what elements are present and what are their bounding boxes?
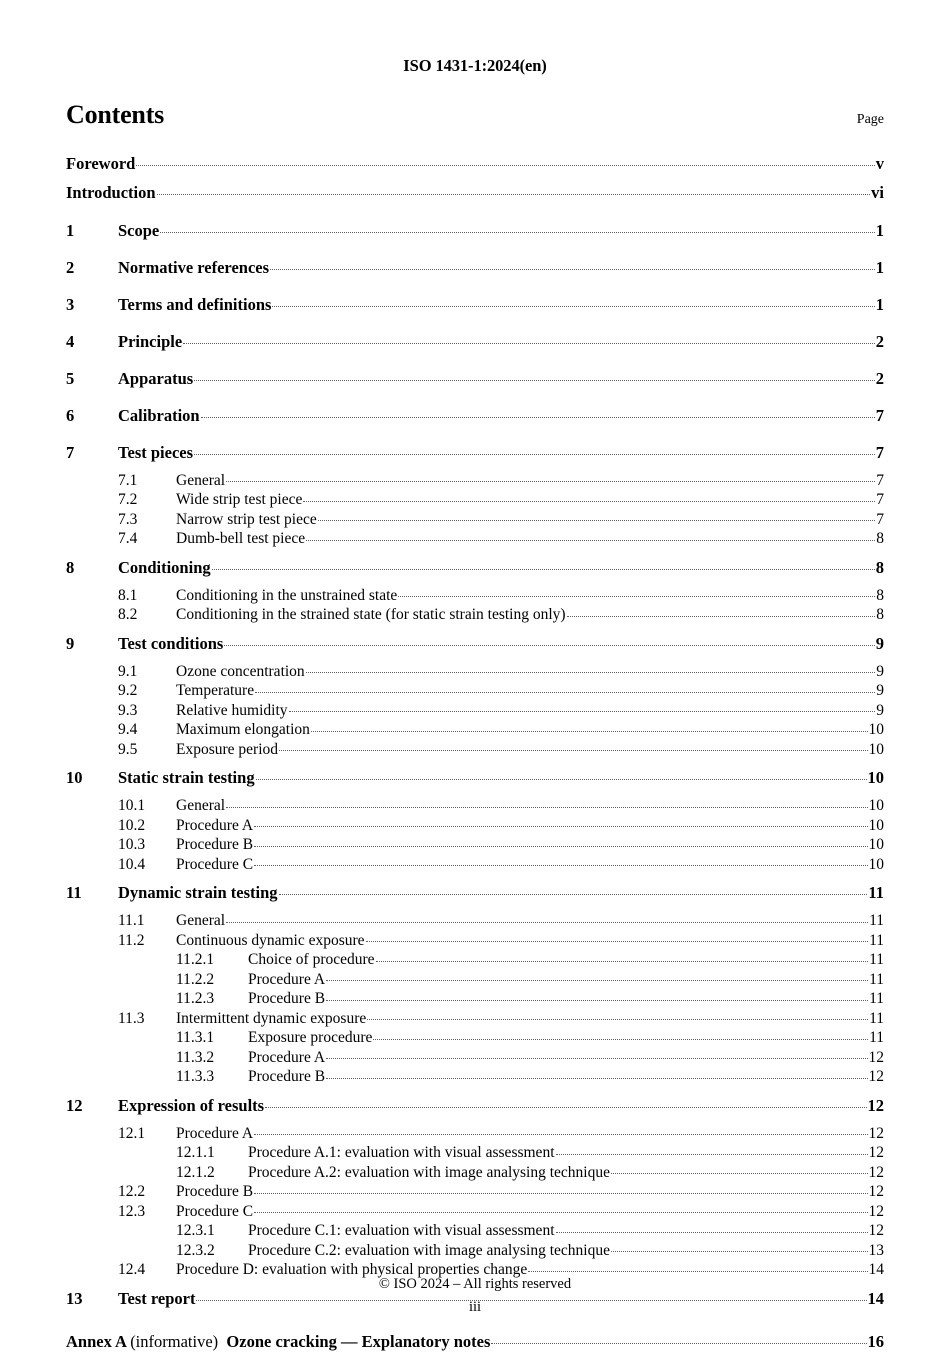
toc-entry[interactable]: [66, 489, 884, 509]
toc-dot-leader: [160, 219, 875, 236]
toc-entry[interactable]: [66, 1027, 884, 1047]
toc-dot-leader: [224, 632, 874, 649]
toc-entry-label: Procedure A: [248, 1048, 326, 1066]
toc-entry-page: 12: [868, 1048, 884, 1066]
toc-entry-label: Procedure A: [176, 1124, 254, 1142]
toc-entry-label: Procedure A.1: evaluation with visual assessment: [248, 1144, 555, 1161]
toc-entry-label: Intermittent dynamic exposure: [176, 1009, 367, 1027]
toc-dot-leader: [318, 508, 876, 524]
toc-entry-number: 11.2.3: [176, 990, 215, 1007]
toc-dot-leader: [136, 152, 874, 169]
toc-dot-leader: [289, 699, 876, 715]
toc-entry-page: 9: [875, 633, 884, 653]
toc-entry-number: 11.3.2: [176, 1048, 215, 1066]
toc-entry-number: 10.2: [118, 816, 146, 834]
toc-entry-label: Temperature: [176, 682, 255, 699]
toc-dot-leader: [194, 367, 875, 384]
toc-entry-page: 12: [868, 1124, 884, 1142]
toc-entry-number: 8.2: [118, 606, 138, 623]
toc-dot-leader: [303, 489, 875, 505]
toc-entry-number: 9.3: [118, 701, 138, 719]
toc-entry-page: 2: [875, 368, 884, 388]
toc-entry-label: General: [176, 471, 226, 489]
toc-entry-number: 9.5: [118, 740, 138, 758]
toc-entry-label: Procedure B: [248, 990, 326, 1007]
toc-annex-page: 16: [867, 1331, 884, 1351]
table-of-contents: [66, 152, 884, 1358]
toc-entry-page: 12: [868, 1202, 884, 1220]
toc-entry-label: Test pieces: [118, 442, 194, 462]
toc-entry[interactable]: [66, 584, 884, 604]
toc-entry-page: 8: [876, 606, 884, 623]
toc-entry-label: Expression of results: [118, 1095, 265, 1115]
toc-dot-leader: [201, 404, 875, 421]
toc-entry-number: 12.3: [118, 1202, 146, 1220]
toc-entry[interactable]: [66, 834, 884, 854]
toc-entry-page: 7: [876, 510, 884, 528]
toc-entry-label: Test conditions: [118, 633, 224, 653]
toc-entry-number: 9.2: [118, 682, 138, 699]
toc-entry-page: 13: [868, 1241, 884, 1259]
toc-dot-leader: [491, 1330, 866, 1347]
toc-dot-leader: [367, 1007, 868, 1023]
toc-entry-label: Procedure A: [176, 816, 254, 834]
toc-dot-leader: [254, 814, 867, 830]
toc-entry[interactable]: [66, 256, 884, 284]
toc-entry-label: Scope: [118, 220, 160, 240]
toc-entry-number: 11.2: [118, 931, 145, 949]
toc-entry-page: 11: [869, 912, 884, 929]
toc-entry[interactable]: [66, 1007, 884, 1027]
toc-entry-page: 10: [868, 740, 884, 758]
toc-entry-number: 11.3.1: [176, 1029, 215, 1046]
toc-entry-page: 7: [876, 491, 884, 508]
toc-entry-page: 11: [869, 1029, 884, 1046]
toc-entry-label: Procedure C: [176, 855, 254, 873]
toc-entry[interactable]: [66, 795, 884, 815]
toc-entry-page: 8: [876, 586, 884, 604]
toc-dot-leader: [194, 441, 875, 458]
toc-entry[interactable]: [66, 1181, 884, 1201]
toc-annex-title: Ozone cracking — Explanatory notes: [226, 1331, 491, 1351]
toc-dot-leader: [556, 1220, 868, 1236]
toc-entry[interactable]: [66, 330, 884, 358]
toc-entry-label: Procedure C: [176, 1202, 254, 1220]
toc-entry[interactable]: [66, 219, 884, 247]
toc-entry-page: 10: [868, 836, 884, 853]
toc-entry-number: 11.3: [118, 1009, 145, 1027]
toc-entry-label: Procedure D: evaluation with physical properties change: [176, 1261, 528, 1278]
toc-dot-leader: [279, 882, 868, 899]
toc-entry-page: 12: [868, 1163, 884, 1181]
toc-dot-leader: [611, 1161, 868, 1177]
toc-entry[interactable]: [66, 404, 884, 432]
toc-entry-page: 11: [869, 970, 884, 988]
toc-dot-leader: [254, 834, 867, 850]
footer-page-number: iii: [468, 1299, 482, 1315]
toc-entry-page: 2: [875, 331, 884, 351]
toc-entry-label: Dynamic strain testing: [118, 883, 278, 902]
toc-entry-number: 11.2.2: [176, 970, 215, 988]
toc-entry-page: 10: [867, 768, 884, 787]
toc-entry-label: Introduction: [66, 182, 156, 202]
toc-entry-number: 11.1: [118, 912, 145, 929]
toc-entry-number: 11.3.3: [176, 1068, 215, 1085]
toc-entry-page: 9: [876, 701, 884, 719]
toc-entry[interactable]: [66, 1161, 884, 1181]
toc-dot-leader: [366, 929, 869, 945]
toc-entry-number: 8: [66, 557, 75, 577]
toc-entry-label: Procedure A: [248, 970, 326, 988]
toc-entry[interactable]: [66, 910, 884, 930]
toc-entry-label: Procedure B: [248, 1068, 326, 1085]
toc-entry-page: 14: [868, 1261, 884, 1278]
toc-dot-leader: [326, 1066, 867, 1082]
toc-entry[interactable]: [66, 632, 884, 660]
footer-copyright: © ISO 2024 – All rights reserved: [378, 1276, 572, 1292]
toc-entry-page: 10: [868, 721, 884, 738]
toc-dot-leader: [255, 680, 875, 696]
toc-dot-leader: [311, 719, 868, 735]
toc-entry-page: 14: [867, 1288, 884, 1308]
toc-entry-number: 7.2: [118, 491, 138, 508]
toc-annex-name: Annex A: [66, 1331, 127, 1351]
toc-entry-page: 10: [868, 816, 884, 834]
toc-entry-label: Continuous dynamic exposure: [176, 931, 365, 949]
toc-entry[interactable]: [66, 1046, 884, 1066]
toc-entry[interactable]: [66, 767, 884, 795]
toc-entry-number: 8.1: [118, 586, 138, 604]
toc-entry-number: 6: [66, 405, 75, 425]
toc-entry-page: 12: [868, 1068, 884, 1085]
toc-entry-number: 12.1.1: [176, 1144, 215, 1161]
toc-dot-leader: [306, 660, 876, 676]
toc-entry-number: 10: [66, 768, 83, 787]
toc-dot-leader: [254, 1200, 867, 1216]
toc-entry-label: Dumb-bell test piece: [176, 530, 306, 547]
toc-entry[interactable]: [66, 719, 884, 739]
toc-entry[interactable]: [66, 556, 884, 584]
toc-entry-label: Foreword: [66, 153, 136, 173]
toc-entry[interactable]: [66, 853, 884, 873]
toc-entry[interactable]: [66, 988, 884, 1008]
toc-entry[interactable]: [66, 949, 884, 969]
toc-dot-leader: [256, 767, 867, 784]
toc-entry-label: General: [176, 797, 226, 814]
toc-entry-page: 12: [868, 1222, 884, 1239]
toc-entry[interactable]: [66, 293, 884, 321]
toc-entry-label: Wide strip test piece: [176, 491, 303, 508]
toc-entry[interactable]: [66, 441, 884, 469]
toc-entry-label: Procedure B: [176, 1183, 254, 1200]
toc-dot-leader: [326, 988, 868, 1004]
toc-dot-leader: [373, 1027, 868, 1043]
toc-entry-label: Test report: [118, 1288, 196, 1308]
toc-dot-leader: [226, 469, 875, 485]
toc-entry-page: 10: [868, 855, 884, 873]
toc-entry-label: Narrow strip test piece: [176, 510, 317, 528]
toc-entry-label: Conditioning in the unstrained state: [176, 586, 398, 604]
toc-entry-label: Normative references: [118, 257, 270, 277]
toc-entry-annex[interactable]: [66, 1330, 884, 1358]
toc-dot-leader: [183, 330, 875, 347]
toc-dot-leader: [226, 795, 867, 811]
toc-entry-number: 12.1: [118, 1124, 146, 1142]
toc-dot-leader: [254, 853, 867, 869]
toc-entry-number: 3: [66, 294, 75, 314]
toc-entry-page: 1: [875, 257, 884, 277]
toc-entry[interactable]: [66, 469, 884, 489]
toc-dot-leader: [279, 738, 867, 754]
toc-entry-label: Ozone concentration: [176, 662, 305, 680]
toc-entry-page: 7: [876, 471, 884, 489]
toc-annex-label: [66, 1331, 491, 1351]
toc-entry[interactable]: [66, 604, 884, 624]
toc-entry-page: 1: [875, 220, 884, 240]
toc-entry-label: Procedure C.1: evaluation with visual assessment: [248, 1222, 555, 1239]
toc-dot-leader: [226, 910, 868, 926]
toc-entry-number: 12.4: [118, 1261, 146, 1278]
toc-entry[interactable]: [66, 181, 884, 210]
toc-entry-label: Exposure procedure: [248, 1029, 373, 1046]
toc-entry-number: 7.1: [118, 471, 138, 489]
running-header: ISO 1431-1:2024(en): [403, 56, 547, 75]
page-title: Contents: [66, 100, 165, 129]
toc-annex-kind: (informative): [130, 1331, 219, 1351]
toc-entry-page: v: [875, 153, 884, 173]
toc-entry-page: 8: [876, 530, 884, 547]
toc-entry-label: Exposure period: [176, 740, 279, 758]
toc-entry-page: 1: [875, 294, 884, 314]
toc-dot-leader: [265, 1094, 866, 1111]
toc-entry[interactable]: [66, 680, 884, 700]
toc-entry-label: Terms and definitions: [118, 294, 272, 314]
toc-entry-number: 7: [66, 442, 75, 462]
toc-entry-number: 12.2: [118, 1183, 146, 1200]
toc-entry[interactable]: [66, 528, 884, 548]
toc-entry-page: 8: [875, 557, 884, 577]
toc-entry-number: 10.4: [118, 855, 146, 873]
toc-dot-leader: [212, 556, 875, 573]
toc-entry-label: Relative humidity: [176, 701, 288, 719]
toc-entry-number: 4: [66, 331, 75, 351]
toc-entry-number: 7.3: [118, 510, 138, 528]
contents-title-row: [66, 100, 884, 130]
toc-dot-leader: [567, 604, 876, 620]
toc-entry-number: 9.4: [118, 721, 138, 738]
toc-entry[interactable]: [66, 367, 884, 395]
toc-entry-page: 11: [869, 990, 884, 1007]
toc-entry[interactable]: [66, 1094, 884, 1122]
toc-dot-leader: [556, 1142, 868, 1158]
toc-entry[interactable]: [66, 814, 884, 834]
toc-entry[interactable]: [66, 1239, 884, 1259]
toc-entry-number: 10.3: [118, 836, 146, 853]
toc-dot-leader: [611, 1239, 868, 1255]
page-column-header: Page: [856, 112, 884, 127]
toc-entry-label: Choice of procedure: [248, 951, 375, 968]
toc-dot-leader: [270, 256, 875, 273]
toc-entry-label: Static strain testing: [118, 768, 255, 787]
toc-entry[interactable]: [66, 1066, 884, 1086]
toc-dot-leader: [272, 293, 874, 310]
toc-entry-number: 13: [66, 1288, 83, 1308]
toc-entry-number: 1: [66, 220, 75, 240]
toc-entry-number: 10.1: [118, 797, 146, 814]
toc-entry-page: 11: [869, 931, 884, 949]
toc-dot-leader: [326, 968, 868, 984]
toc-entry-label: Procedure B: [176, 836, 254, 853]
toc-entry-number: 9: [66, 633, 75, 653]
toc-entry-page: 9: [876, 682, 884, 699]
toc-entry[interactable]: [66, 1122, 884, 1142]
toc-entry-page: 7: [875, 405, 884, 425]
toc-dot-leader: [326, 1046, 867, 1062]
toc-dot-leader: [528, 1259, 867, 1275]
toc-entry-number: 12: [66, 1095, 83, 1115]
toc-entry-number: 12.1.2: [176, 1163, 215, 1181]
toc-entry[interactable]: [66, 1200, 884, 1220]
toc-entry-number: 11.2.1: [176, 951, 215, 968]
toc-entry-number: 12.3.1: [176, 1222, 215, 1239]
toc-entry-page: 12: [868, 1183, 884, 1200]
toc-entry-label: Calibration: [118, 405, 200, 425]
toc-entry[interactable]: [66, 508, 884, 528]
toc-entry[interactable]: [66, 929, 884, 949]
toc-entry[interactable]: [66, 882, 884, 910]
toc-entry-number: 11: [66, 883, 82, 902]
toc-entry-label: Procedure A.2: evaluation with image analysing technique: [248, 1163, 610, 1181]
toc-entry-page: 9: [876, 662, 884, 680]
toc-entry-page: 12: [868, 1144, 884, 1161]
toc-entry-number: 2: [66, 257, 75, 277]
toc-dot-leader: [254, 1122, 867, 1138]
toc-dot-leader: [254, 1181, 867, 1197]
toc-entry-label: Principle: [118, 331, 183, 351]
toc-entry[interactable]: [66, 152, 884, 181]
toc-entry-number: 7.4: [118, 530, 138, 547]
toc-entry-page: 11: [869, 951, 884, 968]
toc-entry-page: 7: [875, 442, 884, 462]
toc-entry[interactable]: [66, 968, 884, 988]
toc-entry[interactable]: [66, 1220, 884, 1240]
toc-entry[interactable]: [66, 1142, 884, 1162]
toc-dot-leader: [398, 584, 875, 600]
toc-entry-number: 5: [66, 368, 75, 388]
toc-entry-number: 12.3.2: [176, 1241, 215, 1259]
toc-entry-label: Maximum elongation: [176, 721, 310, 738]
toc-entry-label: Apparatus: [118, 368, 194, 388]
toc-entry-page: 10: [868, 797, 884, 814]
toc-entry-page: 11: [868, 883, 884, 902]
toc-entry-number: 9.1: [118, 662, 138, 680]
toc-entry-page: 12: [867, 1095, 884, 1115]
toc-entry[interactable]: [66, 738, 884, 758]
toc-dot-leader: [306, 528, 875, 544]
toc-entry[interactable]: [66, 660, 884, 680]
toc-entry-label: Conditioning: [118, 557, 211, 577]
toc-entry-label: Conditioning in the strained state (for static strain testing only): [176, 606, 566, 623]
toc-dot-leader: [376, 949, 869, 965]
toc-entry-label: Procedure C.2: evaluation with image analysing technique: [248, 1241, 610, 1259]
toc-entry[interactable]: [66, 699, 884, 719]
toc-entry-page: 11: [869, 1009, 884, 1027]
toc-entry-page: vi: [871, 182, 884, 202]
toc-entry-label: General: [176, 912, 226, 929]
toc-dot-leader: [157, 181, 871, 198]
